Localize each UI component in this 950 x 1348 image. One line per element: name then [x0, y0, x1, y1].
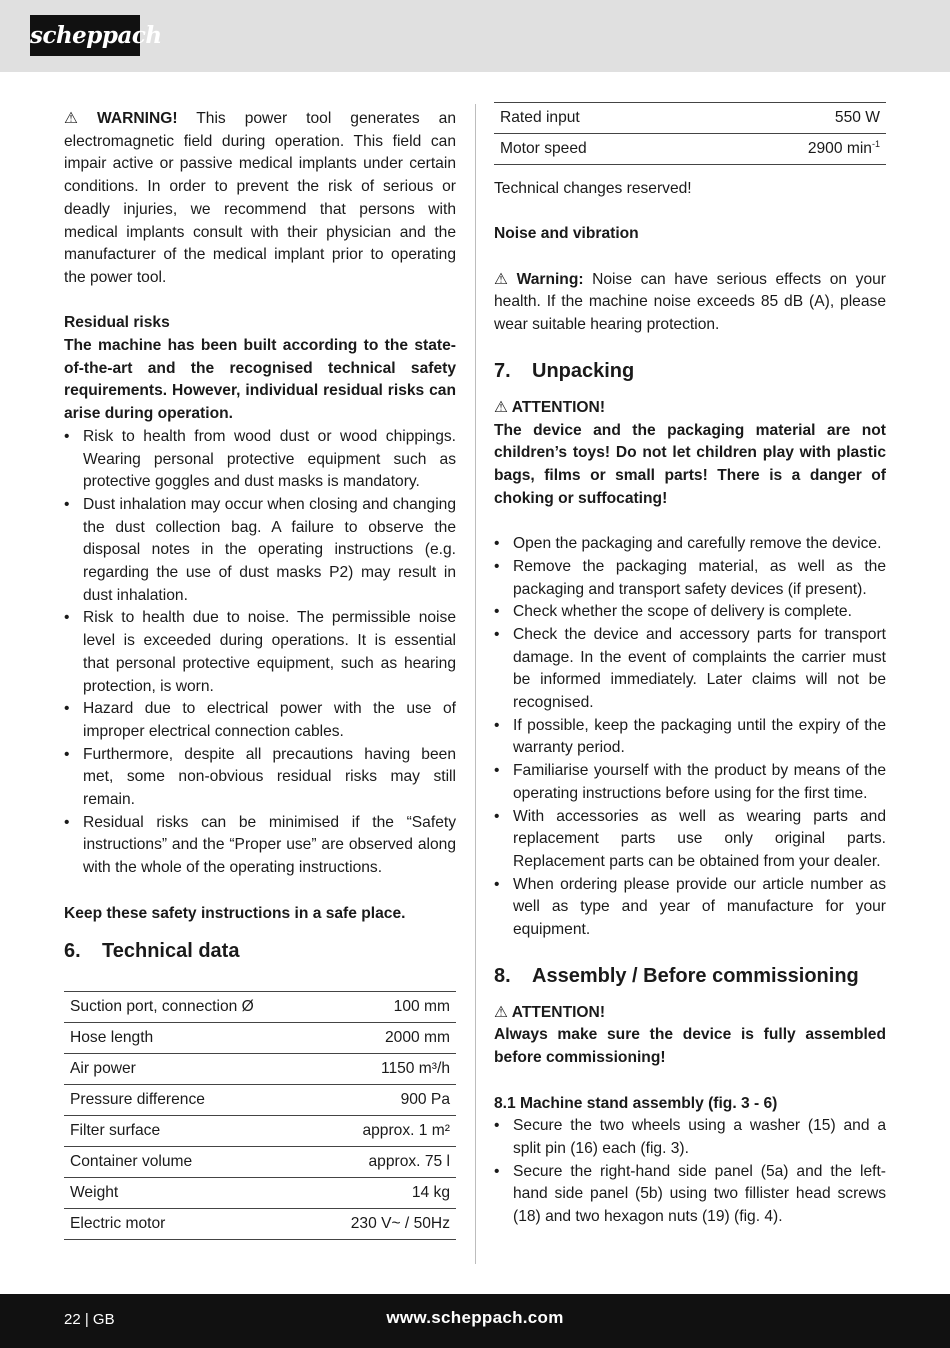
list-item: • Residual risks can be minimised if the “Safety instructions” and the “Proper use” are observed along with the whole of the operating instructions. — [64, 812, 456, 880]
noise-warning-label: Warning: — [516, 270, 584, 288]
noise-warning-text: Noise can have serious effects on your health. If the machine noise exceeds 85 dB (A), please wear suitable hearing protection. — [494, 270, 886, 334]
table-value: approx. 1 m² — [314, 1116, 456, 1147]
list-item: • Risk to health due to noise. The permissible noise level is exceeded during operations. It is essential that personal protective equipment, such as hearing protection, is worn. — [64, 607, 456, 698]
section-7-heading — [494, 357, 886, 385]
list-item: • Check whether the scope of delivery is complete. — [494, 601, 886, 624]
table-row — [64, 992, 456, 1023]
table-value: 900 Pa — [314, 1085, 456, 1116]
table-label: Electric motor — [64, 1209, 314, 1240]
stand-assembly-list — [494, 1115, 886, 1229]
table-label: Filter surface — [64, 1116, 314, 1147]
warning-triangle-icon: ⚠ — [494, 270, 508, 288]
table-row — [64, 1147, 456, 1178]
list-item: • Dust inhalation may occur when closing and changing the dust collection bag. A failure to observe the disposal notes in the operating instructions (e.g. regarding the use of dust masks P2) may result in dust inhalation. — [64, 494, 456, 608]
list-item: • Open the packaging and carefully remove the device. — [494, 533, 886, 556]
table-label: Weight — [64, 1178, 314, 1209]
section-title: Unpacking — [532, 359, 635, 382]
table-label: Rated input — [494, 103, 706, 134]
table-label: Container volume — [64, 1147, 314, 1178]
table-label: Hose length — [64, 1023, 314, 1054]
list-item: • Check the device and accessory parts for transport damage. In the event of complaints the carrier must be informed immediately. Later claims will not be recognised. — [494, 624, 886, 715]
table-row — [64, 1209, 456, 1240]
residual-risks-list — [64, 426, 456, 880]
list-item: • Secure the two wheels using a washer (15) and a split pin (16) each (fig. 3). — [494, 1115, 886, 1160]
table-value: 1150 m³/h — [314, 1054, 456, 1085]
section-number: 8. — [494, 964, 511, 987]
table-label: Suction port, connection Ø — [64, 992, 314, 1023]
header-bar — [0, 0, 950, 72]
keep-safe-note: Keep these safety instructions in a safe place. — [64, 904, 406, 922]
table-row — [494, 103, 886, 134]
footer-bar — [0, 1294, 950, 1348]
attention-line-2 — [494, 1002, 886, 1025]
technical-changes-note: Technical changes reserved! — [494, 180, 692, 197]
table-row — [64, 1054, 456, 1085]
table-value: approx. 75 l — [314, 1147, 456, 1178]
table-row — [64, 1023, 456, 1054]
noise-warning — [494, 269, 886, 337]
table-label: Pressure difference — [64, 1085, 314, 1116]
assembly-warning: Always make sure the device is fully assembled before commissioning! — [494, 1026, 886, 1067]
warning-triangle-icon: ⚠ — [494, 398, 508, 416]
table-label: Motor speed — [494, 134, 706, 165]
table-row — [64, 1178, 456, 1209]
unpacking-list — [494, 533, 886, 942]
website-url: www.scheppach.com — [386, 1308, 564, 1327]
warning-triangle-icon: ⚠ — [64, 110, 78, 127]
table-value: 100 mm — [314, 992, 456, 1023]
table-row — [64, 1116, 456, 1147]
section-number: 7. — [494, 359, 511, 382]
list-item: • With accessories as well as wearing parts and replacement parts use only original parts. Replacement parts can be obtained from your dealer. — [494, 806, 886, 874]
section-title: Technical data — [102, 940, 240, 963]
table-row — [64, 1085, 456, 1116]
unpacking-warning: The device and the packaging material are not children’s toys! Do not let children play with plastic bags, films or small parts! There is a danger of choking or suffocating! — [494, 421, 886, 507]
table-row — [494, 134, 886, 165]
left-column — [64, 108, 456, 1240]
column-divider — [475, 104, 476, 1264]
emf-warning — [64, 108, 456, 290]
warning-text: This power tool generates an electromagnetic field during operation. This field can impair active or passive medical implants under certain conditions. In order to prevent the risk of serious or deadly injuries, we recommend that persons with medical implants consult with their physician and the manufacturer of the medical implant prior to operating the power tool. — [64, 110, 456, 286]
warning-label: WARNING! — [96, 110, 178, 127]
section-number: 6. — [64, 940, 81, 963]
list-item: • Secure the right-hand side panel (5a) and the left-hand side panel (5b) using two fillister head screws (18) and two hexagon nuts (19) (fig. 4). — [494, 1161, 886, 1229]
stand-assembly-heading: 8.1 Machine stand assembly (fig. 3 - 6) — [494, 1094, 778, 1112]
noise-heading: Noise and vibration — [494, 225, 639, 243]
residual-risks-intro: The machine has been built according to the state-of-the-art and the recognised technical safety requirements. However, individual residual risks can arise during operation. — [64, 337, 456, 423]
list-item: • Furthermore, despite all precautions having been met, some non-obvious residual risks may still remain. — [64, 744, 456, 812]
motor-speed-value: 2900 min — [807, 139, 872, 157]
table-value: 230 V~ / 50Hz — [314, 1209, 456, 1240]
table-value: 550 W — [706, 103, 886, 134]
list-item: • Familiarise yourself with the product by means of the operating instructions before using for the first time. — [494, 760, 886, 805]
section-6-heading — [64, 937, 456, 965]
scheppach-logo: scheppach — [30, 15, 140, 56]
attention-label: ATTENTION! — [511, 398, 606, 416]
attention-line — [494, 397, 886, 420]
table-value: 14 kg — [314, 1178, 456, 1209]
list-item: • Hazard due to electrical power with the use of improper electrical connection cables. — [64, 698, 456, 743]
section-title: Assembly / Before commissioning — [532, 964, 859, 987]
list-item: • Remove the packaging material, as well as the packaging and transport safety devices (if present). — [494, 556, 886, 601]
section-8-heading — [494, 962, 886, 990]
page-number: 22 | GB — [64, 1311, 115, 1328]
table-label: Air power — [64, 1054, 314, 1085]
table-value — [706, 134, 886, 165]
list-item: • When ordering please provide our article number as well as type and year of manufacture for your equipment. — [494, 874, 886, 942]
table-value: 2000 mm — [314, 1023, 456, 1054]
warning-triangle-icon: ⚠ — [494, 1003, 508, 1021]
attention-label: ATTENTION! — [511, 1003, 606, 1021]
list-item: • If possible, keep the packaging until the expiry of the warranty period. — [494, 715, 886, 760]
list-item: • Risk to health from wood dust or wood chippings. Wearing personal protective equipment such as protective goggles and dust masks is mandatory. — [64, 426, 456, 494]
right-column — [494, 102, 886, 1229]
motor-speed-exponent: -1 — [871, 138, 880, 149]
technical-data-table-continued — [494, 102, 886, 165]
residual-risks-heading: Residual risks — [64, 314, 170, 332]
technical-data-table — [64, 991, 456, 1240]
